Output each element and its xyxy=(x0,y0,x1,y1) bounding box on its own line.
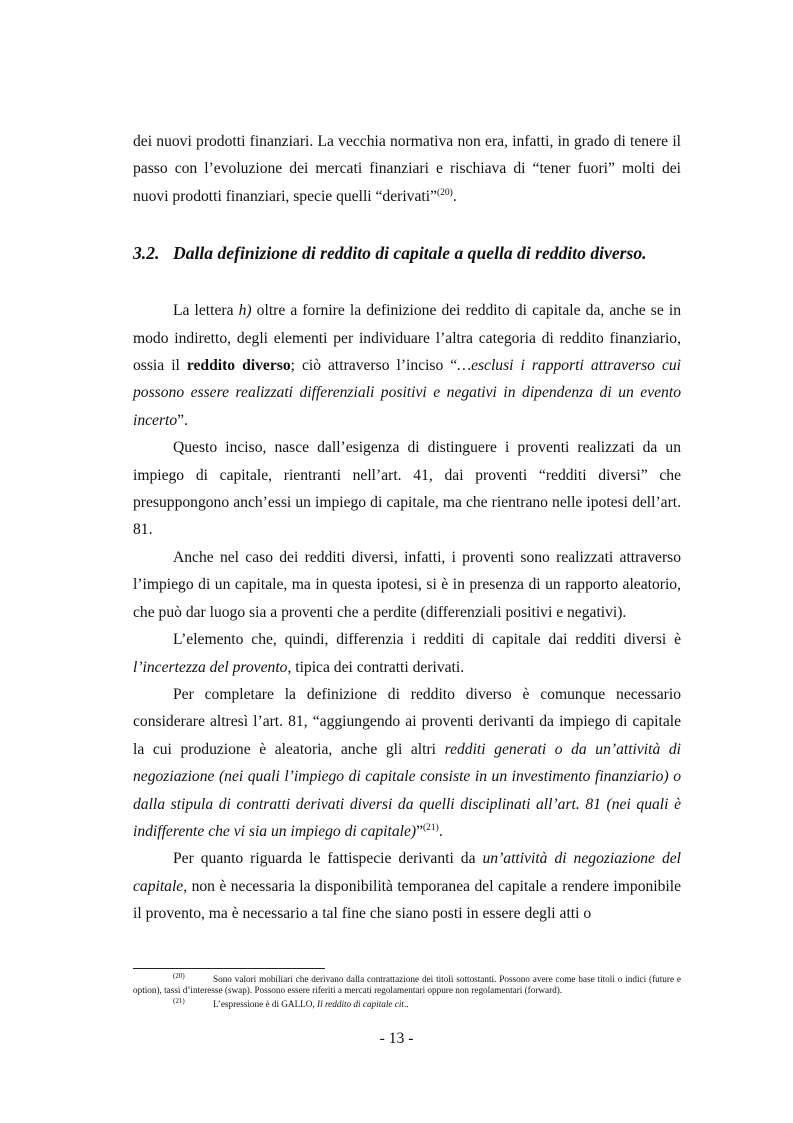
page-number: - 13 - xyxy=(379,1030,414,1047)
paragraph-2: Questo inciso, nasce dall’esigenza di distinguere i proventi realizzati da un impiego di capitale, rientranti nell’art. 41, dai proventi “redditi diversi” che presuppongono anch’essi un impiego di capitale, ma che rientrano nelle ipotesi dell’art. 81. xyxy=(133,439,681,539)
footnote-text: L’espressione è di GALLO, Il reddito di capitale cit.. xyxy=(213,998,409,1009)
footnote-number: (20) xyxy=(173,972,185,980)
paragraph-1: La lettera h) oltre a fornire la definizione dei reddito di capitale da, anche se in modo indiretto, degli elementi per individuare l’altra categoria di reddito finanziario, ossia il reddito diverso; ciò attraverso l’inciso “…esclusi i rapporti attraverso cui possono essere realizzati differenziali positivi e negativi in dipendenza di un evento incerto”. xyxy=(133,302,682,429)
section-number: 3.2. xyxy=(133,243,160,264)
paragraph-3: Anche nel caso dei redditi diversi, infatti, i proventi sono realizzati attraverso l’impiego di un capitale, ma in questa ipotesi, si è in presenza di un rapporto aleatorio, che può dar luogo sia a proventi che a perdite (differenziali positivi e negativi). xyxy=(133,548,681,621)
paragraph-4: L’elemento che, quindi, differenzia i redditi di capitale dai redditi diversi è l’incertezza del provento, tipica dei contratti derivati. xyxy=(133,631,681,676)
quoted-inciso: …esclusi i rapporti attraverso cui possono essere realizzati differenziali positivi e negativi in dipendenza di un evento incerto xyxy=(133,357,681,429)
footnote-21 xyxy=(133,996,681,1010)
footnote-divider xyxy=(133,968,325,969)
paragraph-6: Per quanto riguarda le fattispecie derivanti da un’attività di negoziazione del capitale, non è necessaria la disponibilità temporanea del capitale a rendere imponibile il provento, ma è necessario a tal fine che siano posti in essere degli atti o xyxy=(133,850,682,923)
footnote-text: Sono valori mobiliari che derivano dalla contrattazione dei titoli sottostanti. Possono avere come base titoli o indici (future e option), tassi d’interesse (swap). Possono essere riferiti a mercati regolamentari oppure non regolamentari (forward). xyxy=(133,974,681,996)
term-reddito-diverso: reddito diverso xyxy=(186,357,291,375)
section-title: Dalla definizione di reddito di capitale a quella di reddito diverso. xyxy=(173,243,647,264)
body-text xyxy=(133,128,681,928)
footnote-ref-20[interactable]: (20) xyxy=(436,187,453,198)
section-heading xyxy=(133,240,681,267)
footnote-20 xyxy=(133,974,681,997)
footnote-ref-21[interactable]: (21) xyxy=(423,822,439,833)
intro-paragraph: dei nuovi prodotti finanziari. La vecchia normativa non era, infatti, in grado di tenere il passo con l’evoluzione dei mercati finanziari e rischiava di “tener fuori” molti dei nuovi prodotti finanziari, specie quelli “derivati”$^{(20)}$. xyxy=(133,133,681,205)
footnote-number: (21) xyxy=(173,996,185,1005)
paragraph-5: Per completare la definizione di reddito diverso è comunque necessario considerare altresì l’art. 81, “aggiungendo ai proventi derivanti da impiego di capitale la cui produzione è aleatoria, anche gli altri redditi generati o da un’attività di negoziazione (nei quali l’impiego di capitale consiste in un investimento finanziario) o dalla stipula di contratti derivati diversi da quelli disciplinati all’art. 81 (nei quali è indifferente che vi sia un impiego di capitale)”$^{(21)}$. xyxy=(133,685,681,840)
footnotes xyxy=(133,974,681,1012)
